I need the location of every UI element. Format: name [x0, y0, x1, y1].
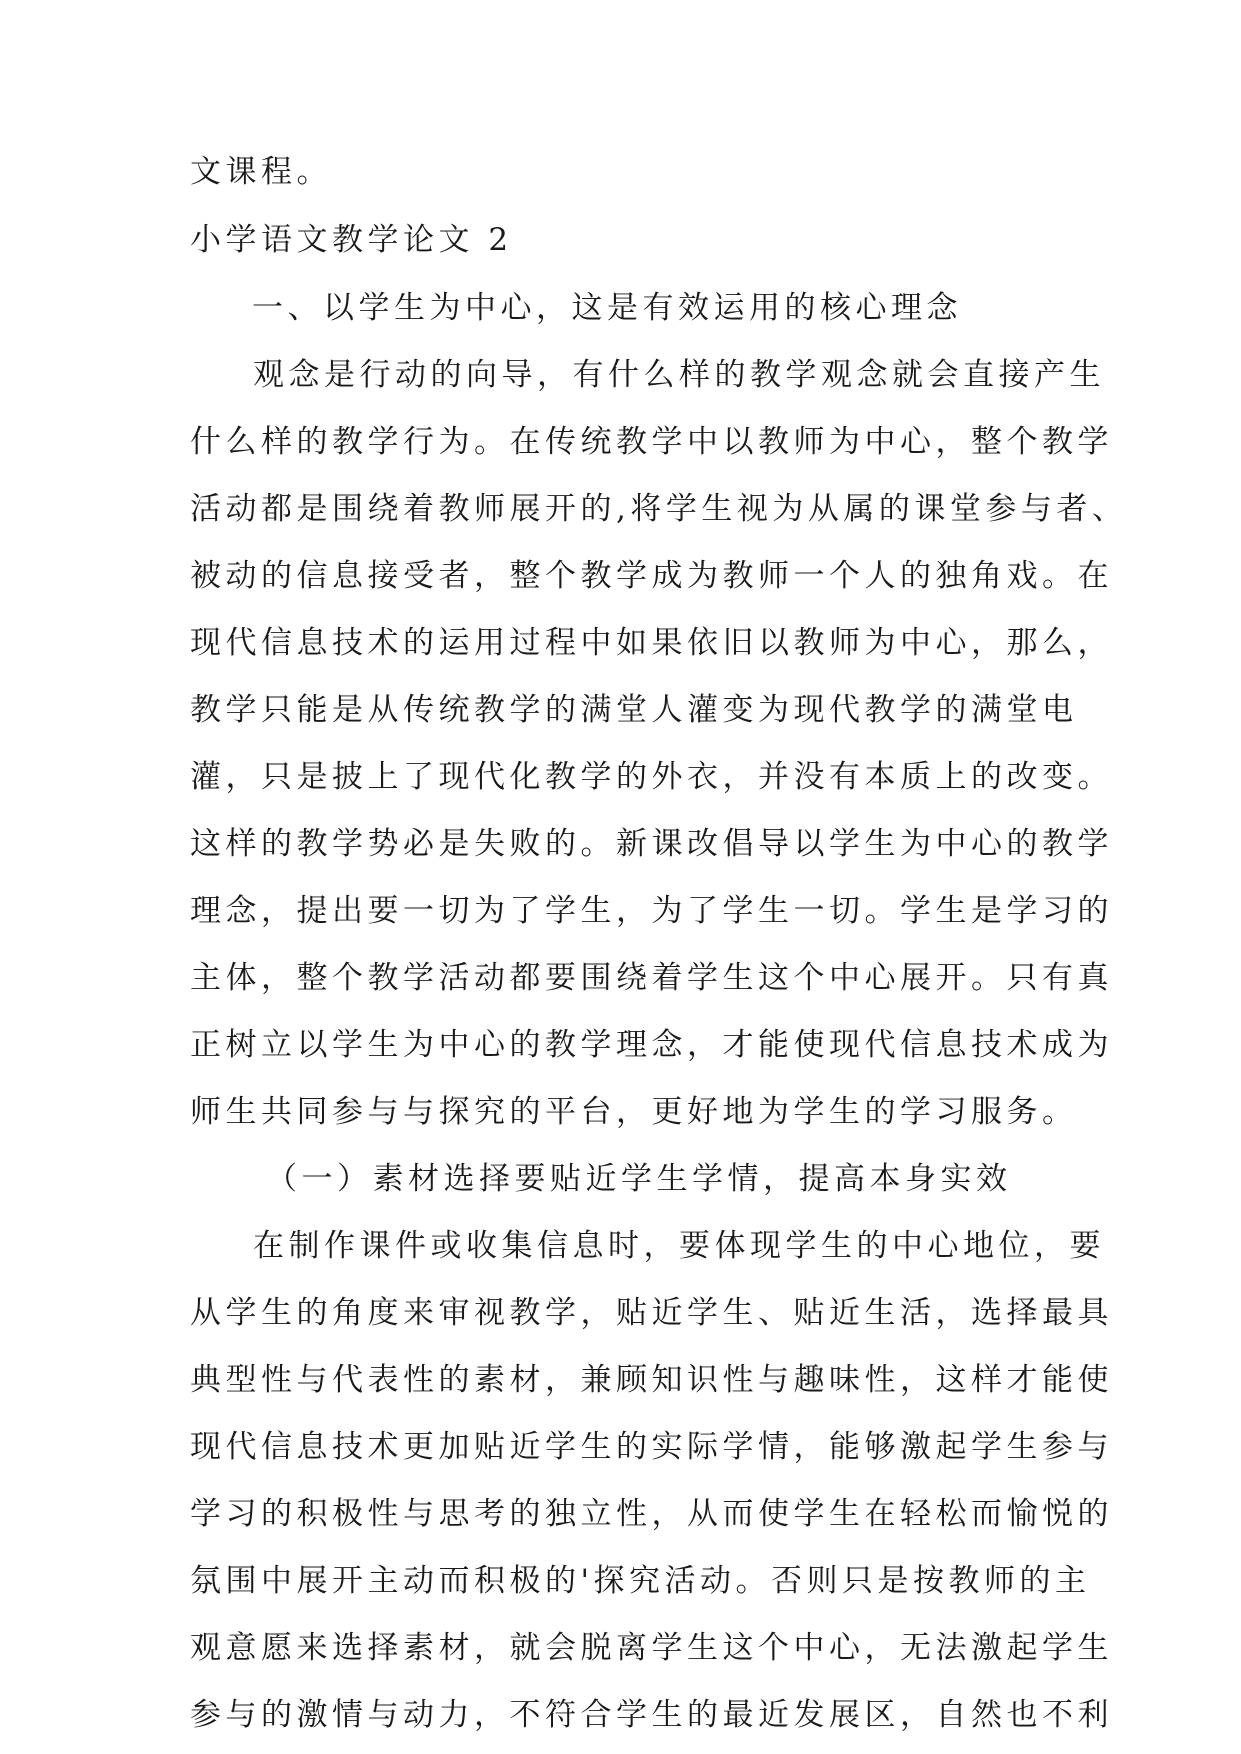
paragraph-line: 活动都是围绕着教师展开的,将学生视为从属的课堂参与者、 [190, 491, 1128, 527]
text-line: 文课程。 [190, 154, 332, 190]
paragraph-line: 参与的激情与动力，不符合学生的最近发展区，自然也不利 [190, 1697, 1113, 1733]
heading-level-1: 一、以学生为中心，这是有效运用的核心理念 [252, 290, 962, 326]
paragraph-line: 学习的积极性与思考的独立性，从而使学生在轻松而愉悦的 [190, 1496, 1113, 1532]
paragraph-line: 氛围中展开主动而积极的'探究活动。否则只是按教师的主 [190, 1563, 1091, 1599]
paragraph-line: 被动的信息接受者，整个教学成为教师一个人的独角戏。在 [190, 558, 1113, 594]
heading-level-2: （一）素材选择要贴近学生学情，提高本身实效 [266, 1161, 1012, 1197]
paragraph-line: 主体，整个教学活动都要围绕着学生这个中心展开。只有真 [190, 960, 1113, 996]
paragraph-line: 师生共同参与与探究的平台，更好地为学生的学习服务。 [190, 1094, 1078, 1130]
paragraph-line: 现代信息技术的运用过程中如果依旧以教师为中心，那么， [190, 625, 1113, 661]
paragraph-line: 观意愿来选择素材，就会脱离学生这个中心，无法激起学生 [190, 1630, 1113, 1666]
paragraph-line: 教学只能是从传统教学的满堂人灌变为现代教学的满堂电 [190, 692, 1078, 728]
paragraph-line: 在制作课件或收集信息时，要体现学生的中心地位，要 [253, 1228, 1105, 1264]
paragraph-line: 正树立以学生为中心的教学理念，才能使现代信息技术成为 [190, 1027, 1113, 1063]
paragraph-line: 灌，只是披上了现代化教学的外衣，并没有本质上的改变。 [190, 759, 1113, 795]
paragraph-line: 现代信息技术更加贴近学生的实际学情，能够激起学生参与 [190, 1429, 1113, 1465]
section-heading: 小学语文教学论文 2 [190, 222, 513, 258]
paragraph-line: 理念，提出要一切为了学生，为了学生一切。学生是学习的 [190, 893, 1113, 929]
paragraph-line: 从学生的角度来审视教学，贴近学生、贴近生活，选择最具 [190, 1295, 1113, 1331]
paragraph-line: 什么样的教学行为。在传统教学中以教师为中心，整个教学 [190, 424, 1113, 460]
paragraph-line: 典型性与代表性的素材，兼顾知识性与趣味性，这样才能使 [190, 1362, 1113, 1398]
paragraph-line: 观念是行动的向导，有什么样的教学观念就会直接产生 [253, 357, 1105, 393]
paragraph-line: 这样的教学势必是失败的。新课改倡导以学生为中心的教学 [190, 826, 1113, 862]
